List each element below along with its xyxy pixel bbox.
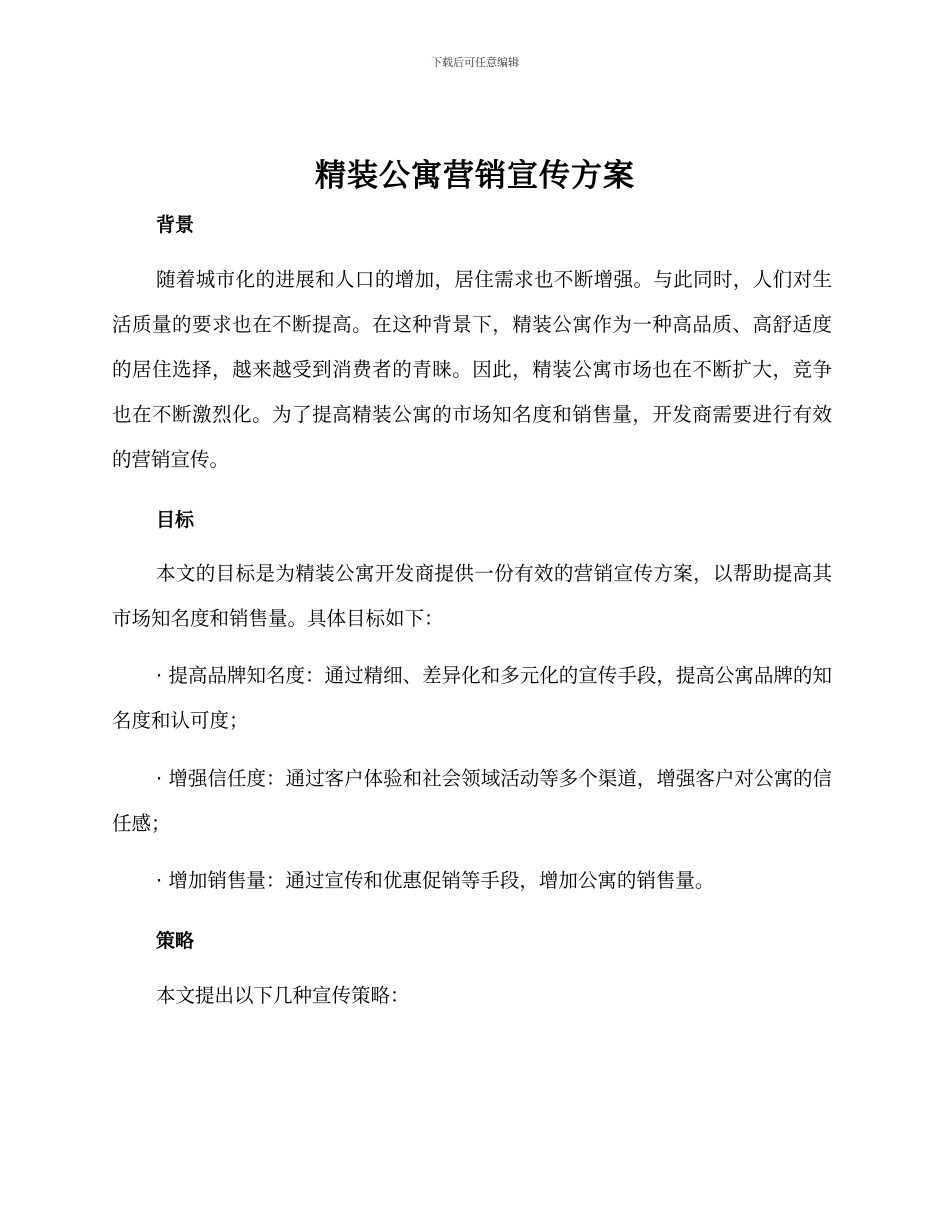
section-heading-strategy: 策略	[156, 930, 195, 952]
section-heading-background: 背景	[156, 214, 195, 236]
goal-item-sales: · 增加销售量：通过宣传和优惠促销等手段，增加公寓的销售量。	[156, 869, 715, 892]
document-title: 精装公寓营销宣传方案	[315, 158, 635, 194]
background-paragraph: 随着城市化的进展和人口的增加，居住需求也不断增强。与此同时，人们对生活质量的要求也在不断提高。在这种背景下，精装公寓作为一种高品质、高舒适度的居住选择，越来越受到消费者的青睐。因此，精装公寓市场也在不断扩大，竞争也在不断激烈化。为了提高精装公寓的市场知名度和销售量，开发商需要进行有效的营销宣传。	[112, 268, 832, 471]
section-heading-goals: 目标	[156, 509, 195, 531]
strategy-intro-paragraph: 本文提出以下几种宣传策略：	[156, 984, 410, 1007]
goals-intro-paragraph: 本文的目标是为精装公寓开发商提供一份有效的营销宣传方案，以帮助提高其市场知名度和销售量。具体目标如下：	[112, 562, 832, 630]
page-header-note: 下载后可任意编辑	[431, 56, 519, 69]
goal-item-trust: · 增强信任度：通过客户体验和社会领域活动等多个渠道，增强客户对公寓的信任感；	[112, 767, 832, 835]
goal-item-brand-awareness: · 提高品牌知名度：通过精细、差异化和多元化的宣传手段，提高公寓品牌的知名度和认可度；	[112, 664, 832, 732]
